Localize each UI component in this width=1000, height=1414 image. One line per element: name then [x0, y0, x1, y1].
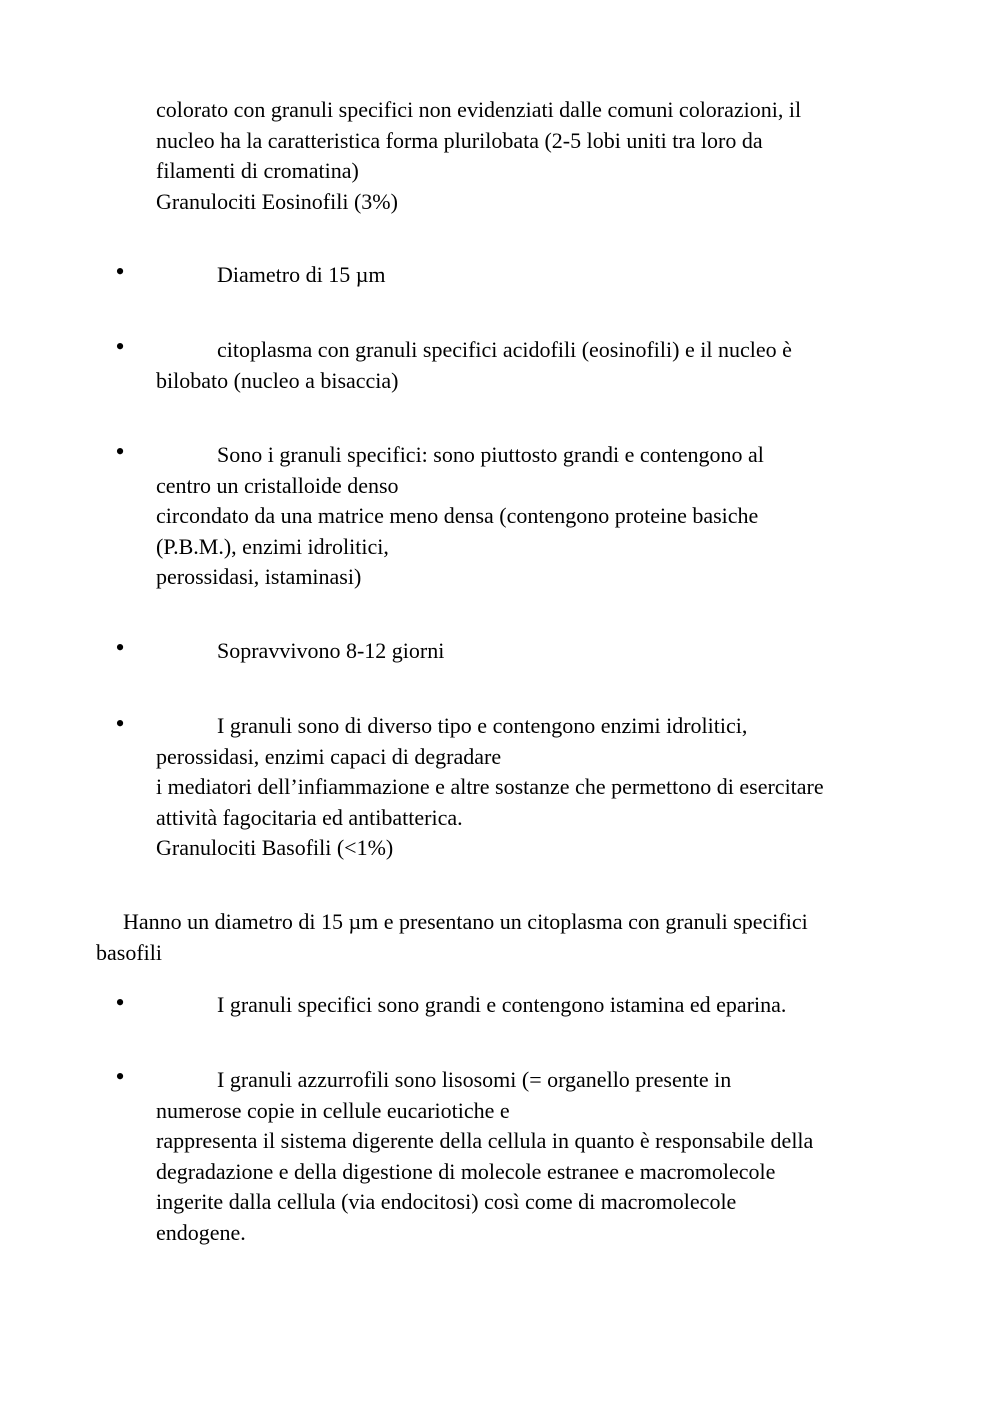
text-line: i mediatori dell’infiammazione e altre sostanze che permettono di esercitare: [156, 774, 824, 799]
text-line: endogene.: [156, 1219, 246, 1245]
text-line: Sono i granuli specifici: sono piuttosto grandi e contengono al: [217, 442, 764, 467]
text-line: I granuli specifici sono grandi e contengono istamina ed eparina.: [217, 992, 787, 1017]
section-heading-basofili: Granulociti Basofili (<1%): [156, 835, 394, 860]
text-line: perossidasi, istaminasi): [156, 564, 362, 589]
text-line: rappresenta il sistema digerente della cellula in quanto è responsabile della: [156, 1128, 814, 1153]
section-heading-eosinofili: Granulociti Eosinofili (3%): [156, 188, 398, 214]
text-line: (P.B.M.), enzimi idrolitici,: [156, 533, 389, 559]
text-line: colorato con granuli specifici non evidenziati dalle comuni colorazioni, il: [156, 97, 802, 122]
bullet-icon: •: [115, 633, 125, 662]
text-line: Diametro di 15 µm: [217, 262, 386, 287]
text-line: basofili: [96, 939, 162, 965]
list-item: [156, 260, 385, 291]
text-line: filamenti di cromatina): [156, 158, 359, 183]
bullet-icon: •: [115, 1062, 125, 1091]
text-line: I granuli sono di diverso tipo e contengono enzimi idrolitici,: [217, 713, 748, 738]
bullet-icon: •: [115, 437, 125, 466]
text-line: I granuli azzurrofili sono lisosomi (= organello presente in: [217, 1067, 732, 1092]
list-item: [156, 335, 792, 396]
text-line: circondato da una matrice meno densa (contengono proteine basiche: [156, 503, 759, 528]
text-line: centro un cristalloide denso: [156, 472, 399, 498]
text-line: perossidasi, enzimi capaci di degradare: [156, 743, 502, 769]
bullet-icon: •: [115, 988, 125, 1017]
basophil-paragraph: [96, 907, 808, 968]
text-line: ingerite dalla cellula (via endocitosi) così come di macromolecole: [156, 1189, 737, 1214]
list-item: [156, 636, 444, 667]
list-item: [156, 990, 786, 1021]
list-item: [156, 711, 824, 864]
bullet-icon: •: [115, 709, 125, 738]
text-line: numerose copie in cellule eucariotiche e: [156, 1097, 510, 1123]
text-line: Sopravvivono 8-12 giorni: [217, 638, 445, 663]
text-line: nucleo ha la caratteristica forma plurilobata (2-5 lobi uniti tra loro da: [156, 127, 763, 153]
text-line: Hanno un diametro di 15 µm e presentano un citoplasma con granuli specifici: [123, 909, 808, 934]
text-line: degradazione e della digestione di molecole estranee e macromolecole: [156, 1158, 776, 1184]
intro-paragraph: [156, 95, 801, 217]
list-item: [156, 440, 764, 593]
bullet-icon: •: [115, 332, 125, 361]
list-item: [156, 1065, 813, 1248]
bullet-icon: •: [115, 257, 125, 286]
text-line: attività fagocitaria ed antibatterica.: [156, 804, 463, 830]
text-line: citoplasma con granuli specifici acidofili (eosinofili) e il nucleo è: [217, 337, 792, 362]
text-line: bilobato (nucleo a bisaccia): [156, 367, 399, 393]
